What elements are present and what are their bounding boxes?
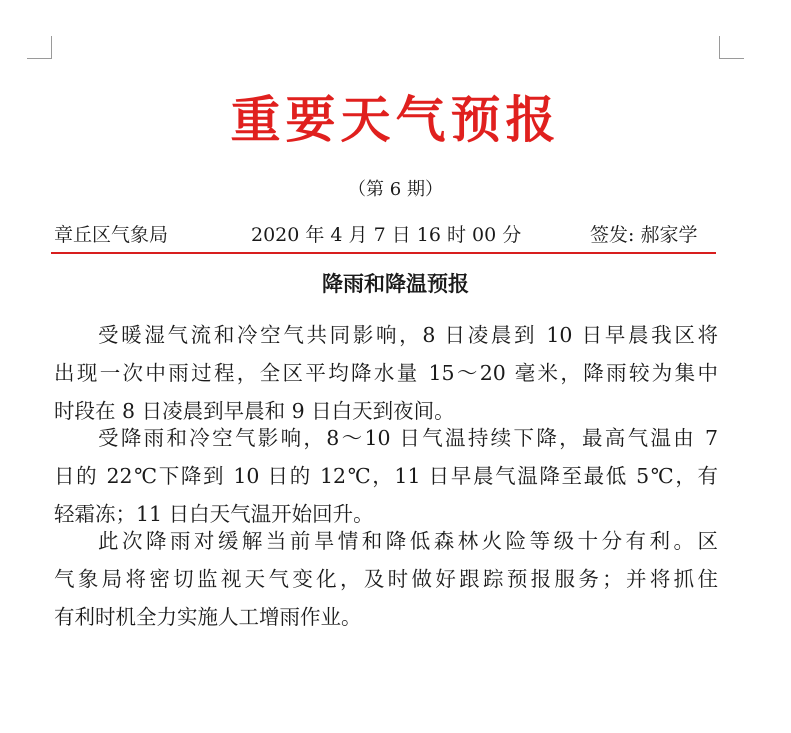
- crop-mark-top-right: [719, 36, 744, 59]
- forecast-title: 降雨和降温预报: [322, 271, 469, 296]
- header-divider: [51, 252, 716, 254]
- issue-datetime: 2020 年 4 月 7 日 16 时 00 分: [251, 224, 522, 246]
- masthead-title: 重要天气预报: [230, 90, 561, 149]
- paragraph-line: 日的 22℃下降到 10 日的 12℃，11 日早晨气温降至最低 5℃，有: [54, 464, 718, 488]
- signer: 签发: 郝家学: [590, 224, 698, 246]
- issuer-name: 章丘区气象局: [54, 224, 169, 246]
- paragraph-line: 轻霜冻；11 日白天气温开始回升。: [54, 502, 374, 526]
- paragraph-line: 有利时机全力实施人工增雨作业。: [54, 605, 362, 629]
- issue-number: （第 6 期）: [348, 179, 443, 200]
- paragraph: [54, 419, 718, 533]
- paragraph-line: 时段在 8 日凌晨到早晨和 9 日白天到夜间。: [54, 399, 455, 423]
- crop-mark-top-left: [27, 36, 52, 59]
- paragraph-line: 此次降雨对缓解当前旱情和降低森林火险等级十分有利。区: [98, 529, 718, 553]
- paragraph-line: 出现一次中雨过程，全区平均降水量 15～20 毫米，降雨较为集中: [54, 361, 718, 385]
- paragraph-line: 受降雨和冷空气影响，8～10 日气温持续下降，最高气温由 7: [98, 426, 718, 450]
- paragraph: [54, 316, 718, 430]
- paragraph-line: 气象局将密切监视天气变化，及时做好跟踪预报服务；并将抓住: [54, 567, 718, 591]
- paragraph-line: 受暖湿气流和冷空气共同影响，8 日凌晨到 10 日早晨我区将: [98, 323, 718, 347]
- paragraph: [54, 522, 718, 636]
